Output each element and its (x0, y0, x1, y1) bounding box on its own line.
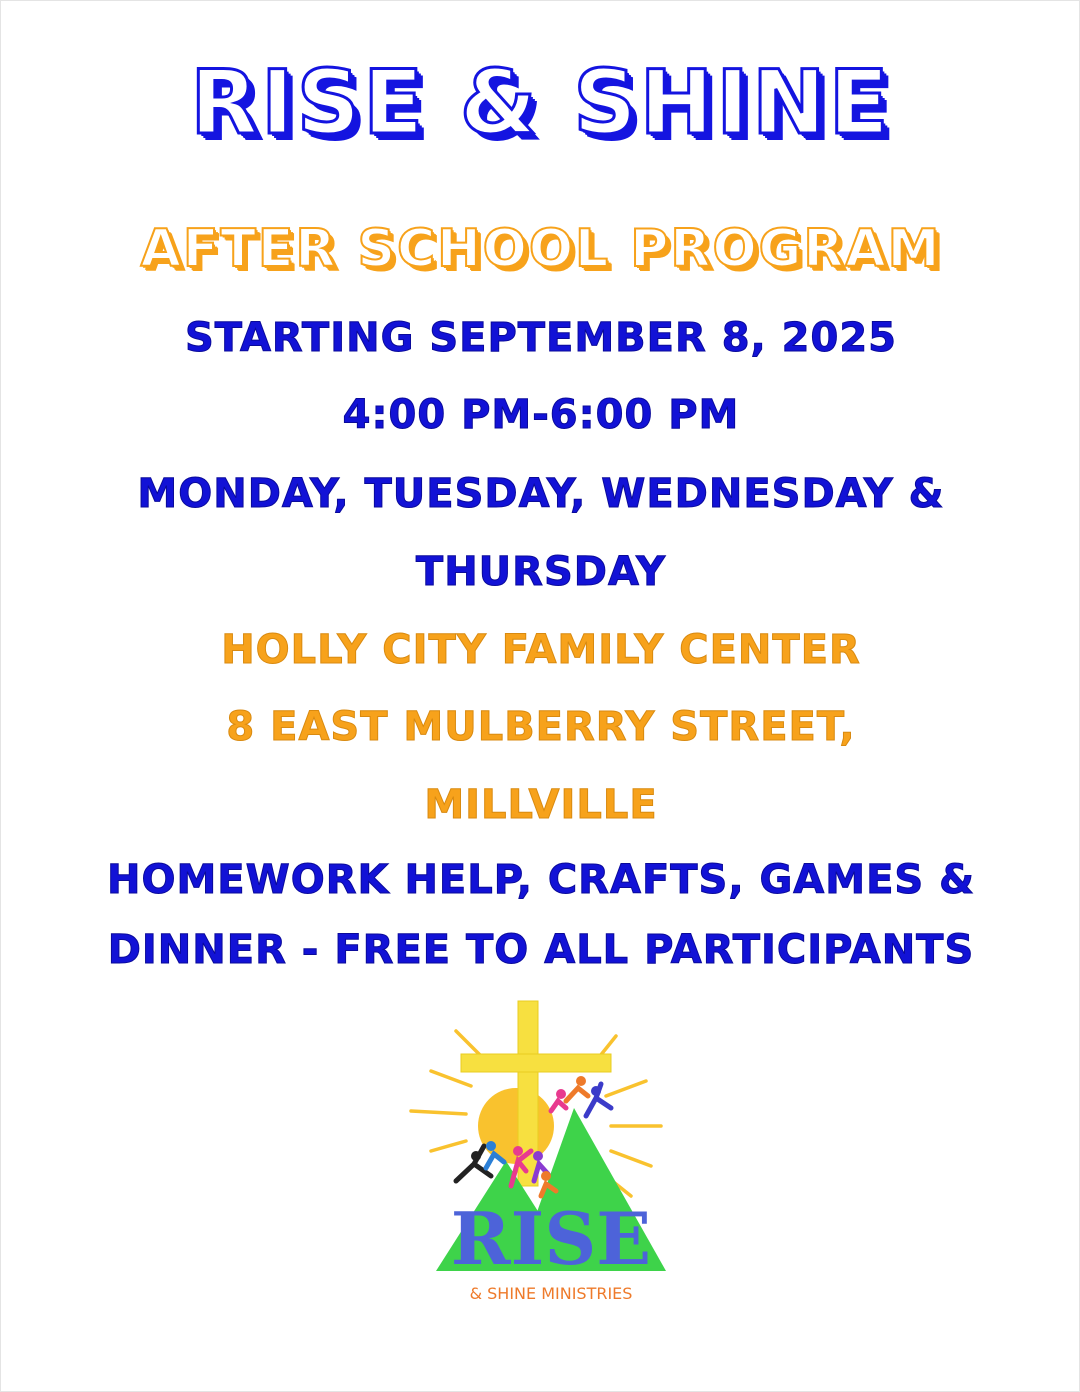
program-time: 4:00 PM-6:00 PM (342, 392, 740, 438)
venue-address-line1: 8 EAST MULBERRY STREET, (226, 704, 856, 750)
logo-word: Rise (450, 1196, 652, 1281)
flyer-title: RISE & SHINE (190, 51, 892, 154)
venue-address-line2: MILLVILLE (424, 782, 658, 828)
flyer-subtitle: AFTER SCHOOL PROGRAM (140, 219, 942, 279)
activities-line2: DINNER - FREE TO ALL PARTICIPANTS (107, 927, 975, 973)
start-date: STARTING SEPTEMBER 8, 2025 (184, 315, 898, 361)
program-days-line2: THURSDAY (415, 549, 667, 595)
logo-tagline: & Shine Ministries (469, 1284, 633, 1303)
program-days-line1: MONDAY, TUESDAY, WEDNESDAY & (137, 471, 945, 517)
venue-name: HOLLY CITY FAMILY CENTER (221, 627, 861, 673)
ministry-logo (406, 996, 676, 1316)
activities-line1: HOMEWORK HELP, CRAFTS, GAMES & (106, 857, 976, 903)
